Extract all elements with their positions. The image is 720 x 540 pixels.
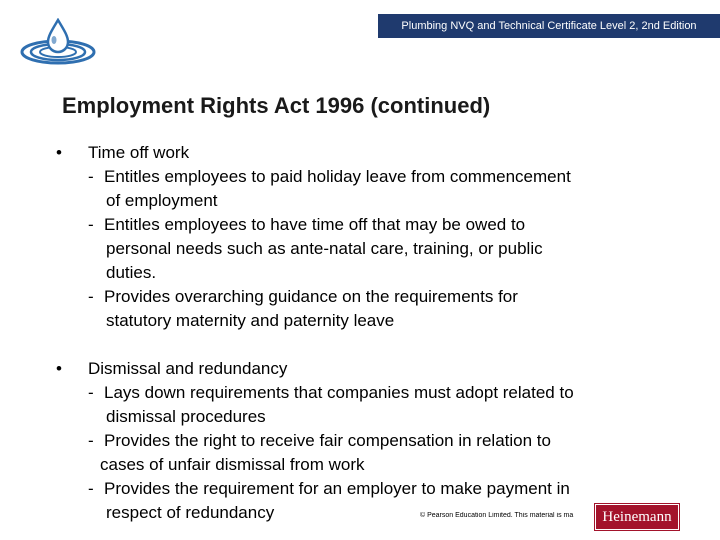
header-banner	[378, 14, 720, 38]
bullet-dismissal-and-redundancy	[56, 357, 574, 525]
list-item: - Provides the right to receive fair compensation in relation to	[88, 431, 551, 450]
list-item-continuation: duties.	[106, 263, 157, 282]
list-item-continuation: dismissal procedures	[106, 407, 266, 426]
bullet-time-off-work	[56, 141, 571, 333]
list-item: - Entitles employees to have time off that may be owed to	[88, 215, 526, 234]
list-item: - Provides overarching guidance on the requirements for	[88, 287, 518, 306]
list-item-continuation: respect of redundancy	[106, 503, 275, 522]
heinemann-logo: Heinemann	[595, 504, 679, 530]
bullet-heading: Dismissal and redundancy	[88, 359, 288, 378]
water-drop-logo-icon	[18, 18, 96, 66]
list-item-continuation: personal needs such as ante-natal care, training, or public	[106, 239, 543, 258]
list-item: - Provides the requirement for an employer to make payment in	[88, 479, 570, 498]
list-item-continuation: cases of unfair dismissal from work	[100, 455, 365, 474]
copyright-footer: © Pearson Education Limited. This material is ma	[420, 512, 574, 519]
list-item: - Lays down requirements that companies must adopt related to	[88, 383, 574, 402]
header-text: Plumbing NVQ and Technical Certificate Level 2, 2nd Edition	[401, 20, 697, 32]
bullet-dot: •	[56, 359, 62, 378]
list-item: - Entitles employees to paid holiday leave from commencement	[88, 167, 571, 186]
list-item-continuation: of employment	[106, 191, 218, 210]
bullet-dot: •	[56, 143, 62, 162]
bullet-heading: Time off work	[88, 143, 190, 162]
list-item-continuation: statutory maternity and paternity leave	[106, 311, 395, 330]
page-title: Employment Rights Act 1996 (continued)	[62, 93, 491, 118]
